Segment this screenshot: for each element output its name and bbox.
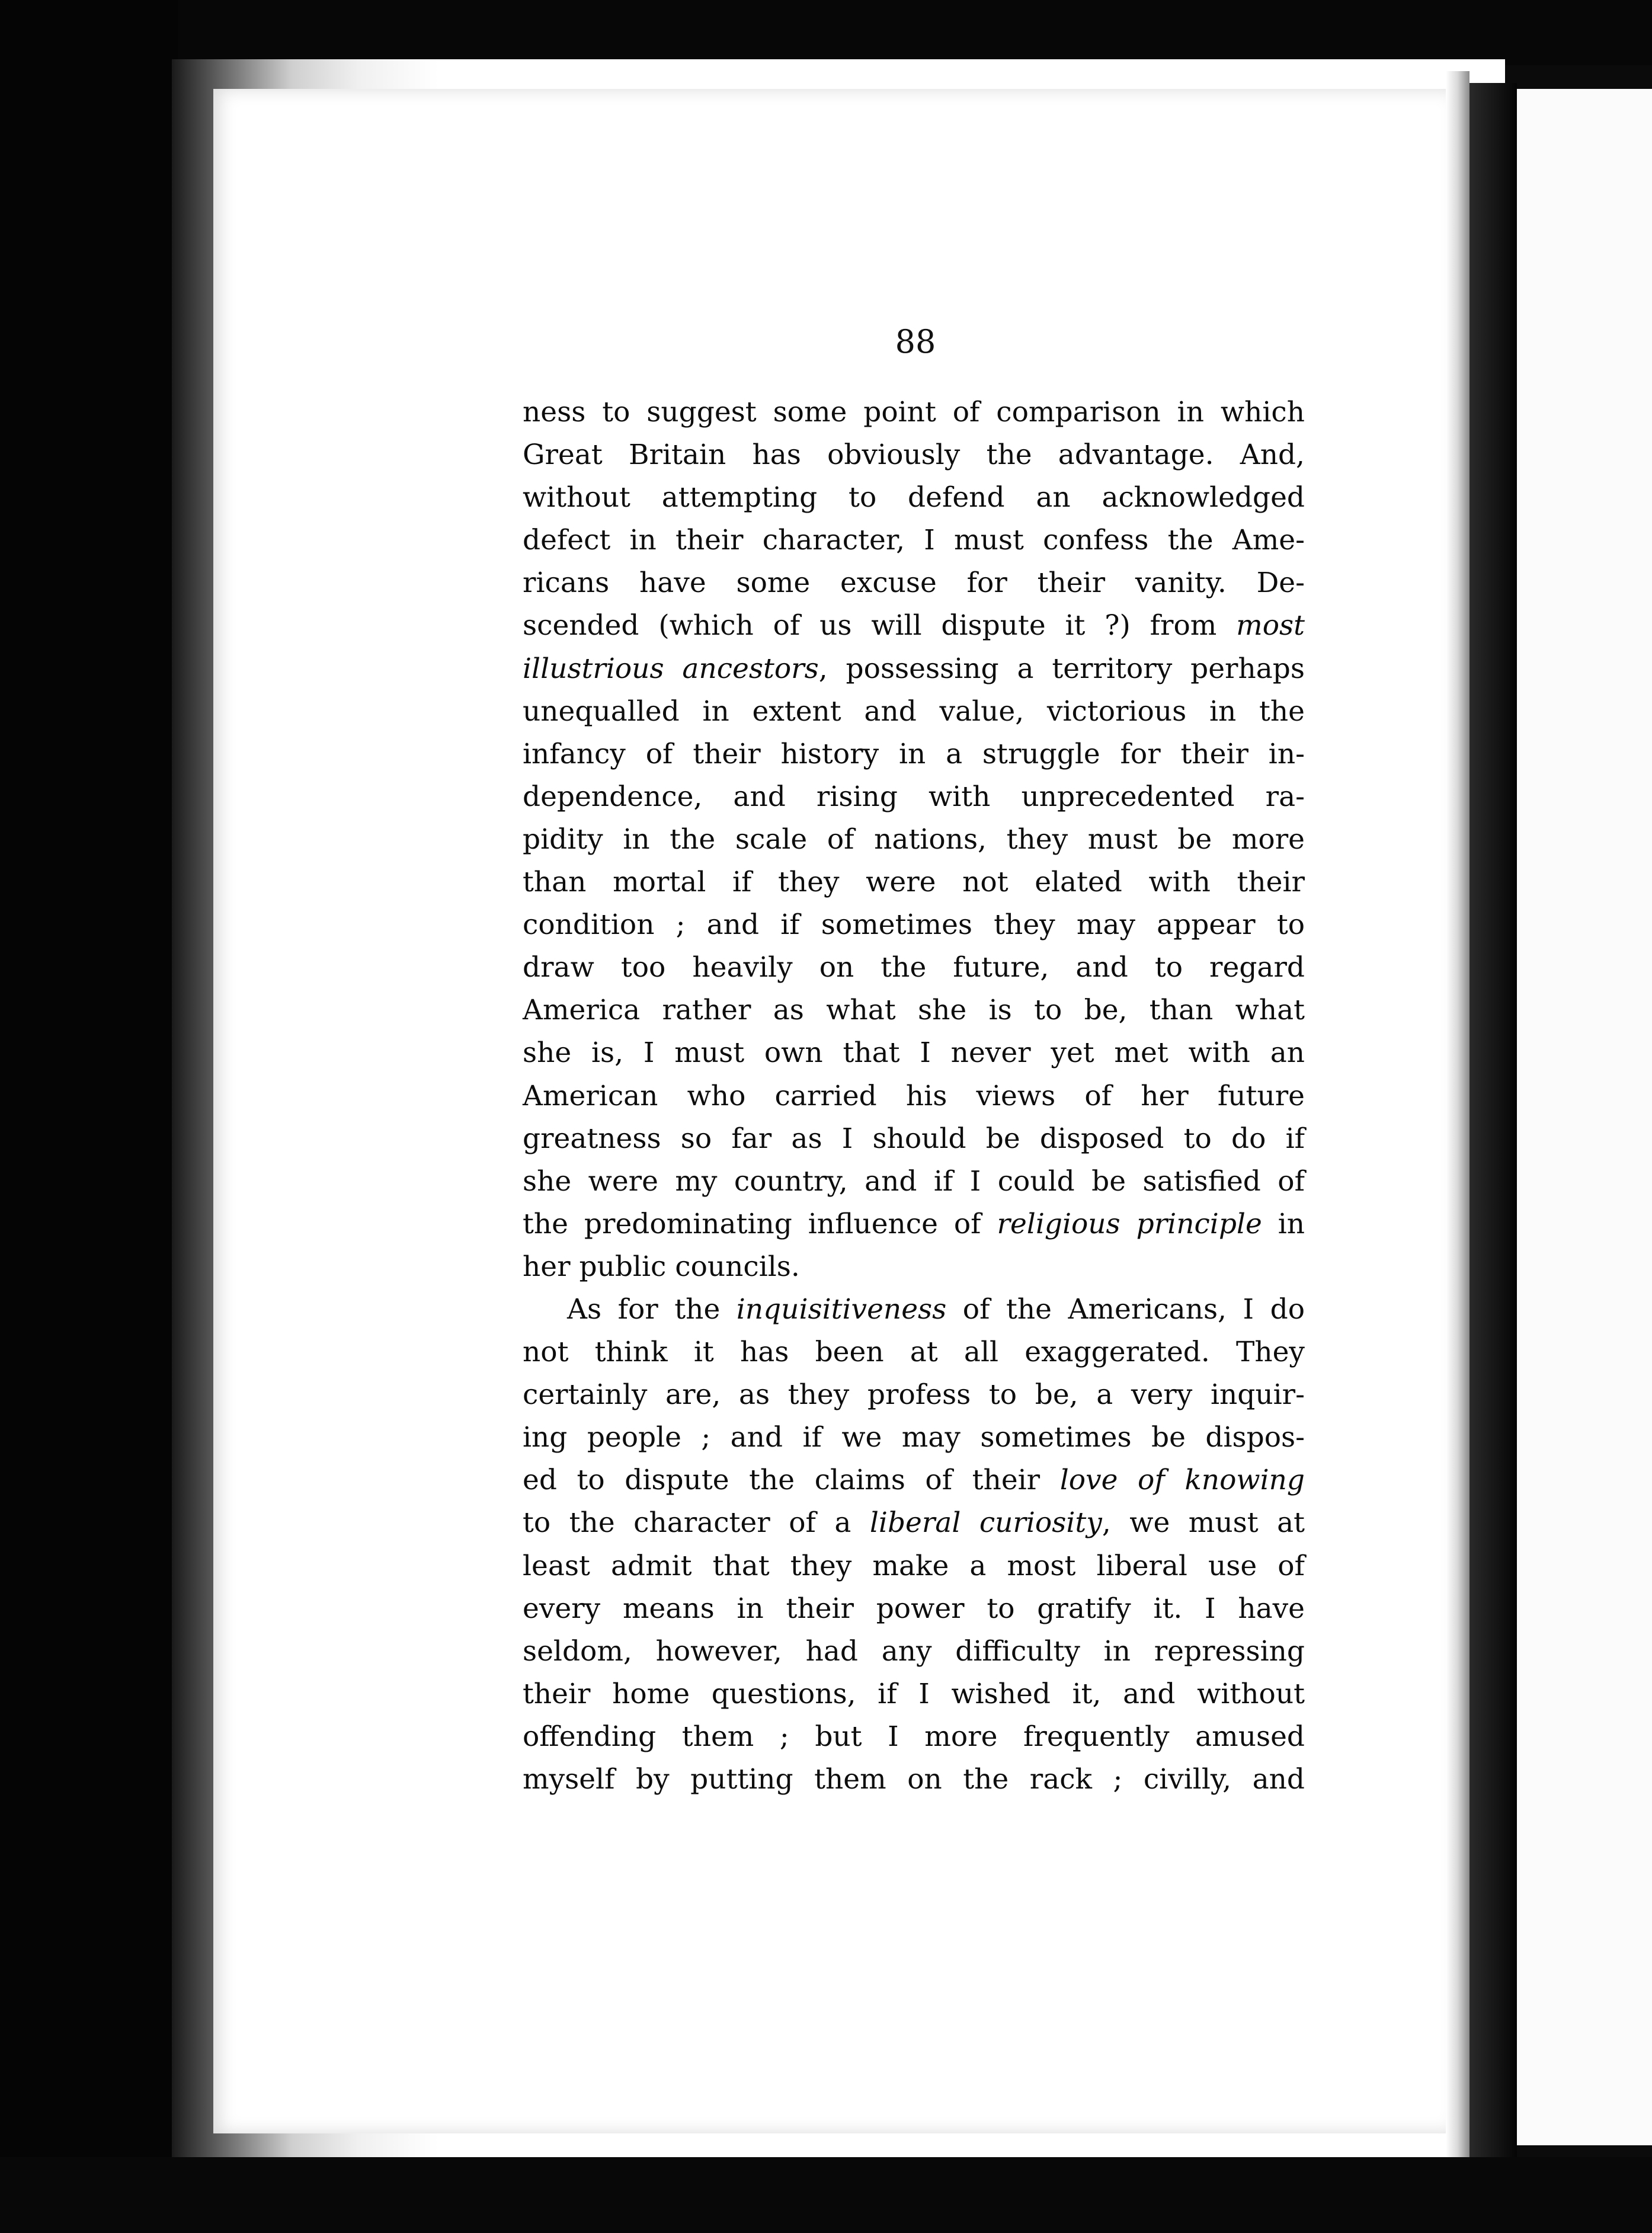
text-line [523,604,1305,647]
text-run: ed to dispute the claims of their [523,1464,1060,1497]
text-line [523,1288,1305,1331]
text-run: pidity in the scale of nations, they must be more [523,823,1305,856]
text-line [523,733,1305,776]
text-run: without attempting to defend an acknowledged [523,481,1305,514]
text-run: ing people ; and if we may sometimes be dispos- [523,1421,1305,1454]
text-line [523,1588,1305,1630]
text-run: to the character of a [523,1506,870,1540]
italic-phrase: love of knowing [1059,1464,1305,1497]
book-gutter [1469,83,1517,2157]
text-run: certainly are, as they profess to be, a very inquir- [523,1378,1305,1412]
text-line [523,391,1305,434]
body-text [523,391,1305,1801]
text-line [523,519,1305,562]
italic-phrase: liberal curiosity [869,1506,1102,1540]
scan-border-top [0,0,1652,65]
text-line [523,690,1305,733]
text-line [523,1758,1305,1801]
text-line [523,476,1305,519]
text-line [523,1416,1305,1459]
text-run: the predominating influence of [523,1207,997,1240]
text-line [523,1203,1305,1246]
text-run: offending them ; but I more frequently amused [523,1720,1305,1753]
text-line [523,1716,1305,1758]
text-run: American who carried his views of her future [523,1079,1305,1112]
text-run: than mortal if they were not elated with their [523,866,1305,899]
text-line [523,648,1305,690]
scan-border-bottom [0,2157,1652,2233]
text-line [523,1502,1305,1544]
text-run: not think it has been at all exaggerated. They [523,1336,1305,1369]
text-line [523,1374,1305,1416]
text-run: condition ; and if sometimes they may appear to [523,908,1305,942]
text-run: myself by putting them on the rack ; civilly, and [523,1763,1305,1796]
text-line [523,1246,1305,1288]
text-line [523,1075,1305,1118]
text-run: , we must at [1102,1506,1305,1540]
text-line [523,1032,1305,1074]
text-run: greatness so far as I should be disposed to do if [523,1122,1305,1155]
italic-phrase: inquisitiveness [736,1293,947,1326]
text-run: in [1262,1207,1305,1240]
text-run: every means in their power to gratify it. I have [523,1592,1305,1625]
text-line [523,861,1305,904]
text-run: Great Britain has obviously the advantage. And, [523,439,1305,472]
text-run: ness to suggest some point of comparison in which [523,396,1305,428]
text-run: seldom, however, had any difficulty in repressing [523,1634,1305,1668]
text-run: she is, I must own that I never yet met with an [523,1036,1305,1070]
text-line [523,1118,1305,1160]
text-line [523,904,1305,946]
text-run: America rather as what she is to be, than what [523,994,1305,1027]
text-line [523,1160,1305,1203]
text-line [523,1331,1305,1374]
text-run: their home questions, if I wished it, and without [523,1677,1305,1710]
facing-page-edge [1517,89,1652,2145]
page-right-edge [1446,71,1469,2157]
italic-phrase: illustrious ancestors [523,652,819,685]
text-run: least admit that they make a most liberal use of [523,1549,1305,1582]
text-line [523,818,1305,861]
text-run: defect in their character, I must confess the Ame- [523,524,1305,557]
page-number: 88 [895,323,936,360]
text-line [523,434,1305,476]
text-line [523,1673,1305,1716]
italic-phrase: religious principle [997,1207,1262,1240]
text-run: she were my country, and if I could be satisfied of [523,1165,1305,1198]
text-run: her public councils. [523,1250,800,1283]
text-line [523,1545,1305,1588]
text-run: ricans have some excuse for their vanity. De- [523,567,1305,600]
text-run: of the Americans, I do [946,1293,1305,1326]
scan-border-left [0,0,178,2233]
text-line [523,562,1305,604]
italic-phrase: most [1236,609,1305,642]
text-run: As for the [567,1293,737,1326]
text-line [523,946,1305,989]
text-run: , possessing a territory perhaps [818,652,1305,685]
text-line [523,1630,1305,1673]
text-line [523,1459,1305,1502]
text-line [523,776,1305,818]
text-line [523,989,1305,1032]
text-run: unequalled in extent and value, victorious in the [523,695,1305,728]
text-run: scended (which of us will dispute it ?) from [523,609,1237,642]
text-run: infancy of their history in a struggle for their in- [523,737,1305,770]
text-run: draw too heavily on the future, and to regard [523,951,1305,984]
text-run: dependence, and rising with unprecedented ra- [523,780,1305,813]
